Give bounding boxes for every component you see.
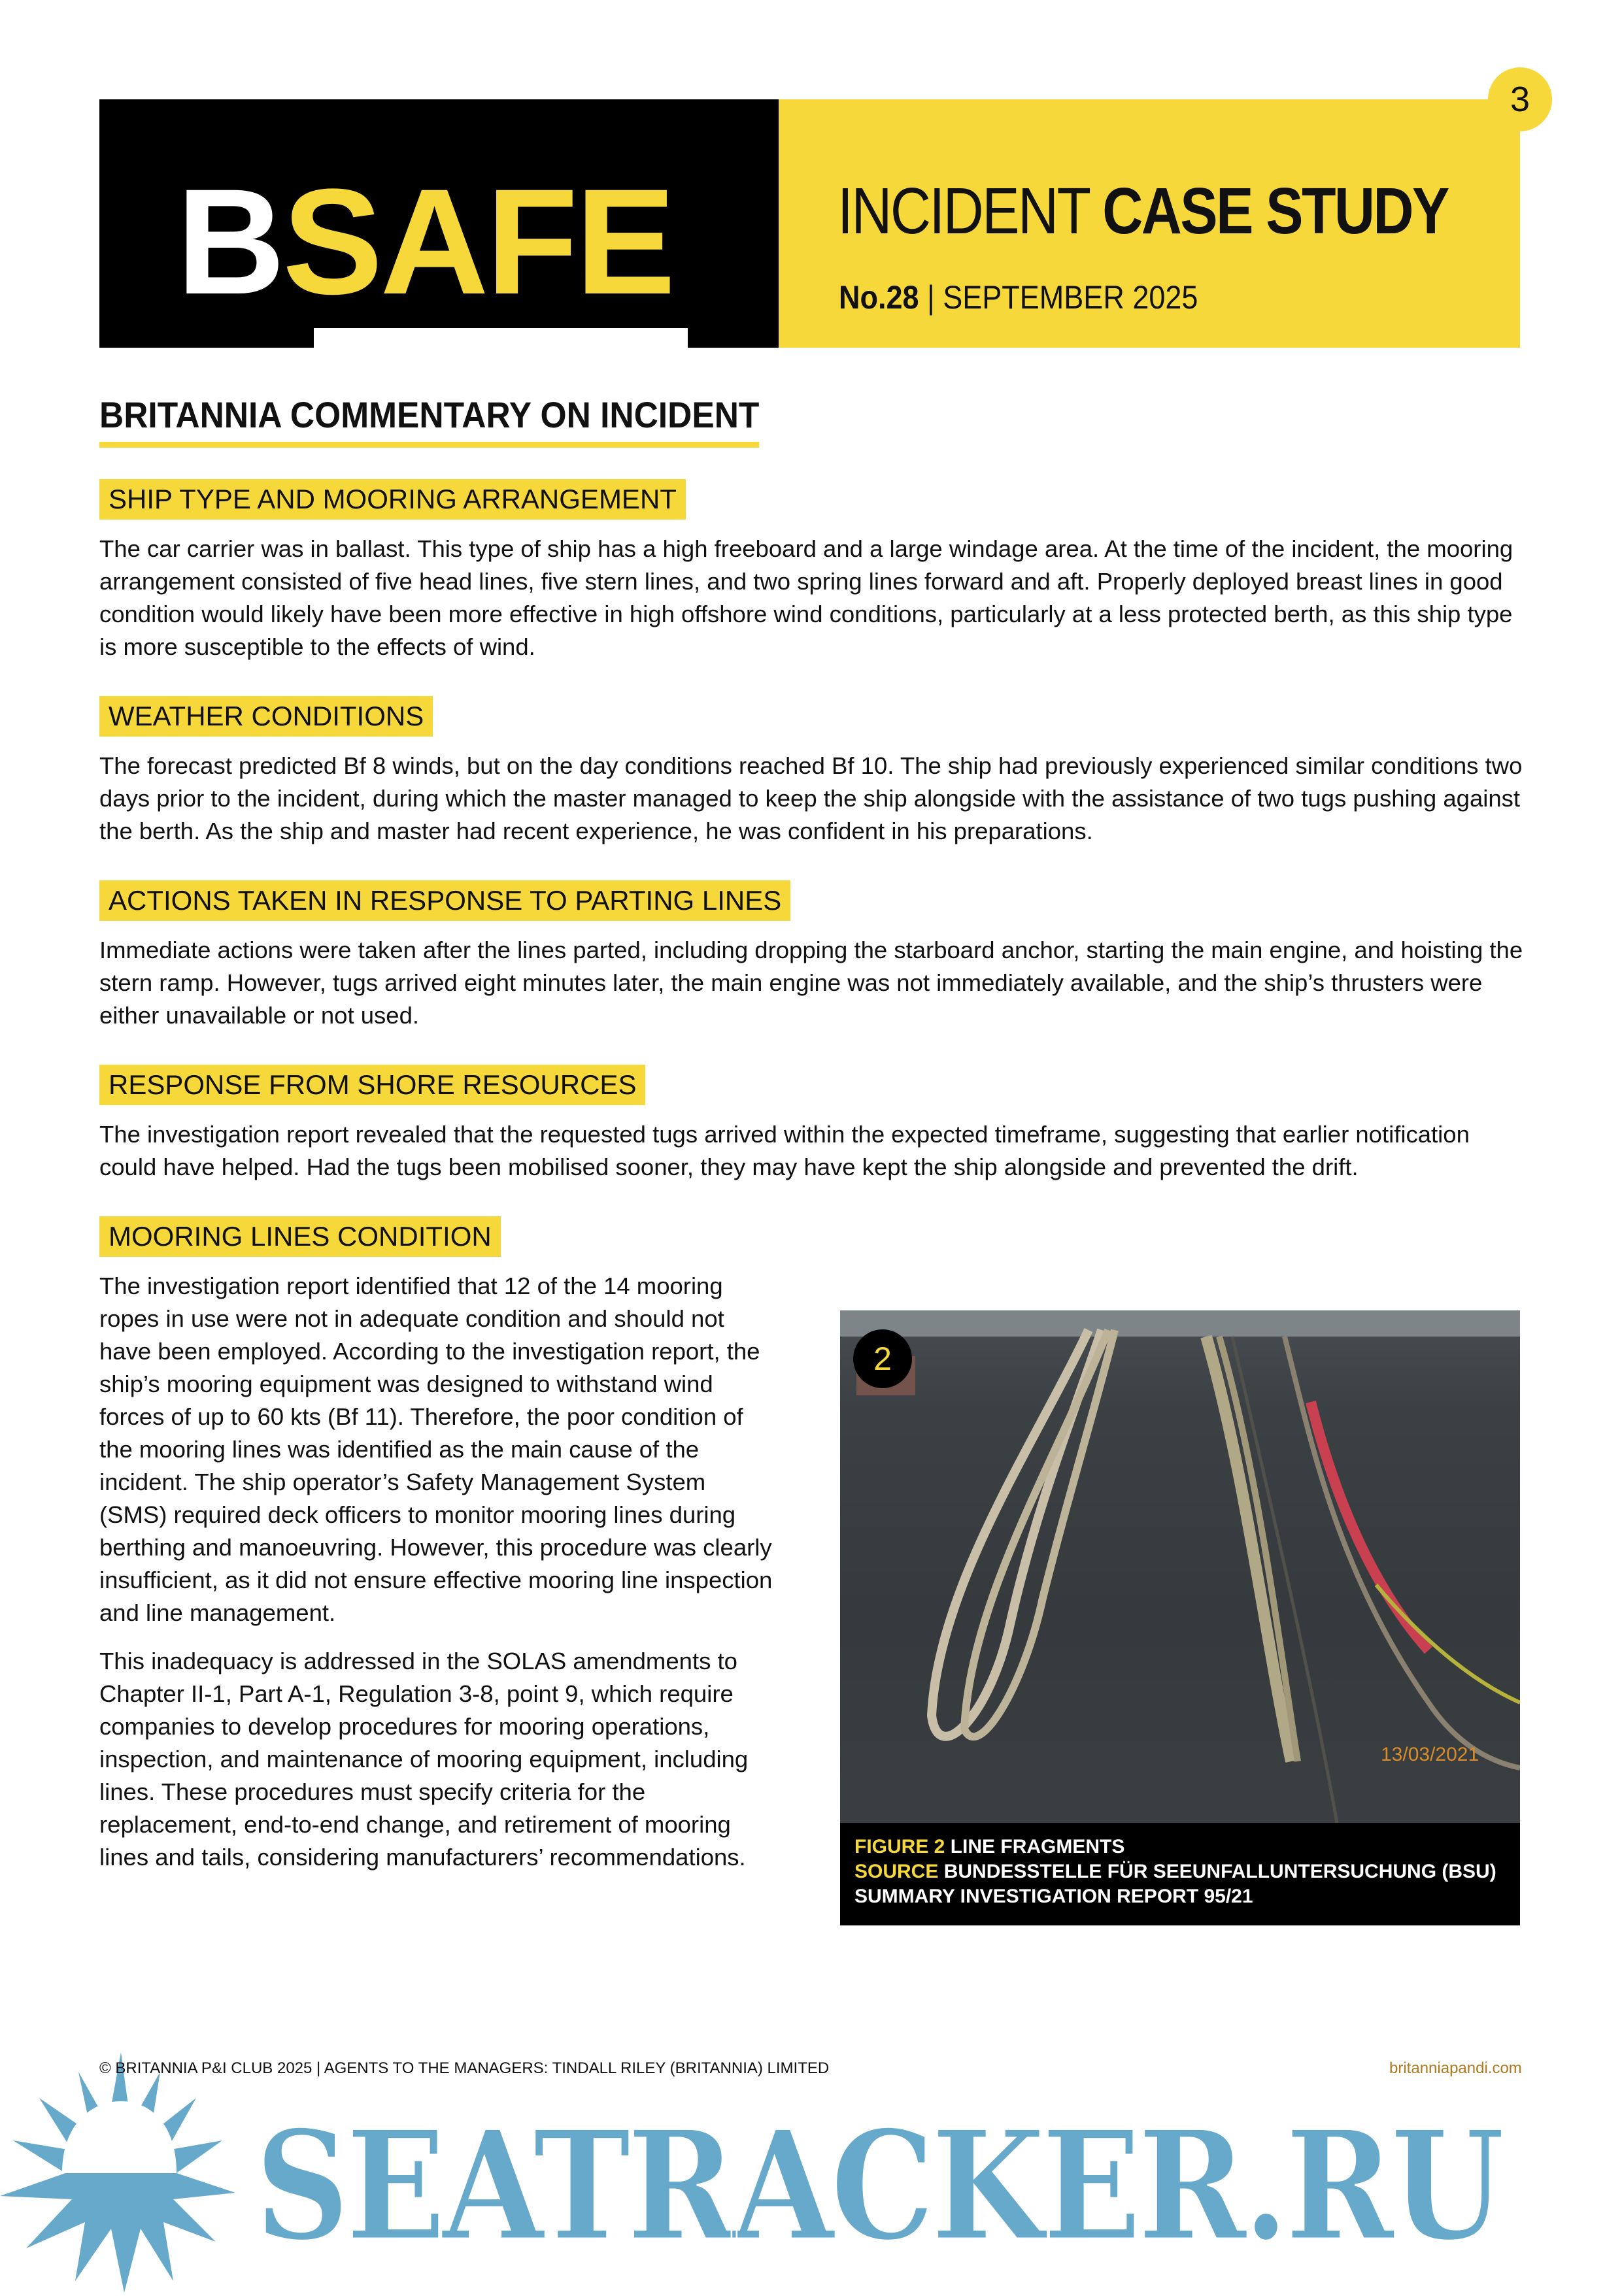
- photo-date-stamp: 13/03/2021: [1381, 1744, 1479, 1765]
- figure-source: BUNDESSTELLE FÜR SEEUNFALLUNTERSUCHUNG (BSU): [938, 1861, 1496, 1882]
- header-notch: [314, 328, 688, 349]
- section-heading: MOORING LINES CONDITION: [99, 1216, 501, 1257]
- footer-copyright: © BRITANNIA P&I CLUB 2025 | AGENTS TO THE MANAGERS: TINDALL RILEY (BRITANNIA) LIMITED: [99, 2059, 830, 2077]
- issue-date: SEPTEMBER 2025: [943, 279, 1198, 316]
- figure-label: FIGURE 2: [854, 1836, 945, 1857]
- title-bold: CASE STUDY: [1102, 175, 1448, 248]
- section-heading: WEATHER CONDITIONS: [99, 696, 433, 737]
- issue-line: [839, 278, 1198, 317]
- watermark-sun-icon: [0, 2052, 248, 2296]
- section-heading: ACTIONS TAKEN IN RESPONSE TO PARTING LINES: [99, 880, 790, 921]
- issue-separator: |: [919, 279, 943, 316]
- figure-number-badge: 2: [853, 1329, 912, 1388]
- watermark-text: SEATRACKER.RU: [255, 2098, 1502, 2274]
- document-title: [837, 175, 1448, 247]
- title-light: INCIDENT: [837, 175, 1103, 248]
- figure-title: LINE FRAGMENTS: [945, 1836, 1125, 1857]
- section-heading: RESPONSE FROM SHORE RESOURCES: [99, 1065, 645, 1105]
- bsafe-logo: [177, 158, 673, 325]
- figure-report: SUMMARY INVESTIGATION REPORT 95/21: [854, 1886, 1253, 1907]
- logo-safe: SAFE: [282, 158, 673, 325]
- section-body-continued: This inadequacy is addressed in the SOLAS amendments to Chapter II-1, Part A-1, Regulation 3-8, point 9, which require companies to develop procedures for mooring operations, inspection, and maintenance of mooring equipment, including lines. These procedures must specify criteria for the replacement, end-to-end change, and retirement of mooring lines and tails, considering manufacturers’ recommendations.: [99, 1648, 749, 1871]
- figure-caption: [840, 1823, 1520, 1925]
- section-body: Immediate actions were taken after the lines parted, including dropping the starboard anchor, starting the main engine, and hoisting the stern ramp. However, tugs arrived eight minutes later, the main engine was not immediately available, and the ship’s thrusters were either unavailable or not used.: [99, 937, 1523, 1029]
- main-heading: BRITANNIA COMMENTARY ON INCIDENT: [99, 392, 759, 448]
- page-number-badge: 3: [1488, 67, 1552, 131]
- logo-b: B: [177, 158, 283, 325]
- footer-website-link[interactable]: britanniapandi.com: [1389, 2059, 1522, 2077]
- section-body: The forecast predicted Bf 8 winds, but on the day conditions reached Bf 10. The ship had previously experienced similar conditions two days prior to the incident, during which the master managed to keep the ship alongside with the assistance of two tugs pushing against the berth. As the ship and master had recent experience, he was confident in his preparations.: [99, 752, 1523, 844]
- issue-number: No.28: [839, 279, 919, 316]
- section-body: The investigation report revealed that the requested tugs arrived within the expected timeframe, suggesting that earlier notification could have helped. Had the tugs been mobilised sooner, they may have kept the ship alongside and prevented the drift.: [99, 1121, 1470, 1180]
- source-label: SOURCE: [854, 1861, 939, 1882]
- section-body: The investigation report identified that 12 of the 14 mooring ropes in use were not in adequate condition and should not have been employed. According to the investigation report, the ship’s mooring equipment was designed to withstand wind forces of up to 60 kts (Bf 11). Therefore, the poor condition of the mooring lines was identified as the main cause of the incident. The ship operator’s Safety Management System (SMS) required deck officers to monitor mooring lines during berthing and manoeuvring. However, this procedure was clearly insufficient, as it did not ensure effective mooring line inspection and line management.: [99, 1273, 773, 1626]
- section-heading: SHIP TYPE AND MOORING ARRANGEMENT: [99, 479, 686, 520]
- section-body: The car carrier was in ballast. This type of ship has a high freeboard and a large windage area. At the time of the incident, the mooring arrangement consisted of five head lines, five stern lines, and two spring lines forward and aft. Properly deployed breast lines in good condition would likely have been more effective in high offshore wind conditions, particularly at a less protected berth, as this ship type is more susceptible to the effects of wind.: [99, 535, 1513, 660]
